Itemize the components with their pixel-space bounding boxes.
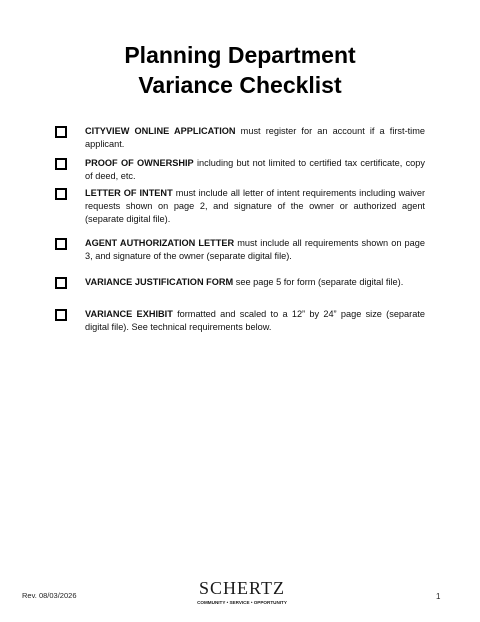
checklist-item-agent-authorization — [55, 237, 425, 263]
checklist-item-proof-of-ownership — [55, 157, 425, 183]
checklist-item-variance-justification — [55, 276, 425, 289]
checklist-item-cityview-application — [55, 125, 425, 151]
item-title: AGENT AUTHORIZATION LETTER — [85, 238, 235, 248]
title-line-1: Planning Department — [124, 42, 356, 68]
item-description: must register for an account if a first-time applicant. — [85, 126, 425, 149]
item-title: CITYVIEW ONLINE APPLICATION — [85, 126, 236, 136]
logo-tagline: COMMUNITY • SERVICE • OPPORTUNITY — [197, 600, 287, 605]
checklist-item-letter-of-intent — [55, 187, 425, 226]
item-description: formatted and scaled to a 12” by 24” page size (separate digital file). See technical requirements below. — [85, 309, 425, 332]
checkbox[interactable] — [55, 158, 67, 170]
page-number: 1 — [436, 592, 441, 601]
checkbox[interactable] — [55, 277, 67, 289]
item-description: including but not limited to certified tax certificate, copy of deed, etc. — [85, 158, 425, 181]
item-title: PROOF OF OWNERSHIP — [85, 158, 194, 168]
item-description: must include all letter of intent requirements including waiver requests shown on page 2, and signature of the owner or authorized agent (separate digital file). — [85, 188, 426, 224]
title-line-2: Variance Checklist — [138, 72, 342, 98]
checkbox[interactable] — [55, 309, 67, 321]
item-title: VARIANCE EXHIBIT — [85, 309, 173, 319]
checkbox[interactable] — [55, 188, 67, 200]
item-title: LETTER OF INTENT — [85, 188, 173, 198]
page-title — [0, 40, 480, 100]
checkbox[interactable] — [55, 238, 67, 250]
logo-wordmark: SCHERTZ — [199, 578, 285, 598]
checklist-item-variance-exhibit — [55, 308, 425, 334]
checkbox[interactable] — [55, 126, 67, 138]
revision-date: Rev. 08/03/2026 — [22, 591, 77, 600]
item-description: must include all requirements shown on page 3, and signature of the owner (separate digital file). — [85, 238, 425, 261]
schertz-logo — [180, 576, 304, 608]
item-title: VARIANCE JUSTIFICATION FORM — [85, 277, 234, 287]
item-description: see page 5 for form (separate digital file). — [233, 277, 404, 287]
